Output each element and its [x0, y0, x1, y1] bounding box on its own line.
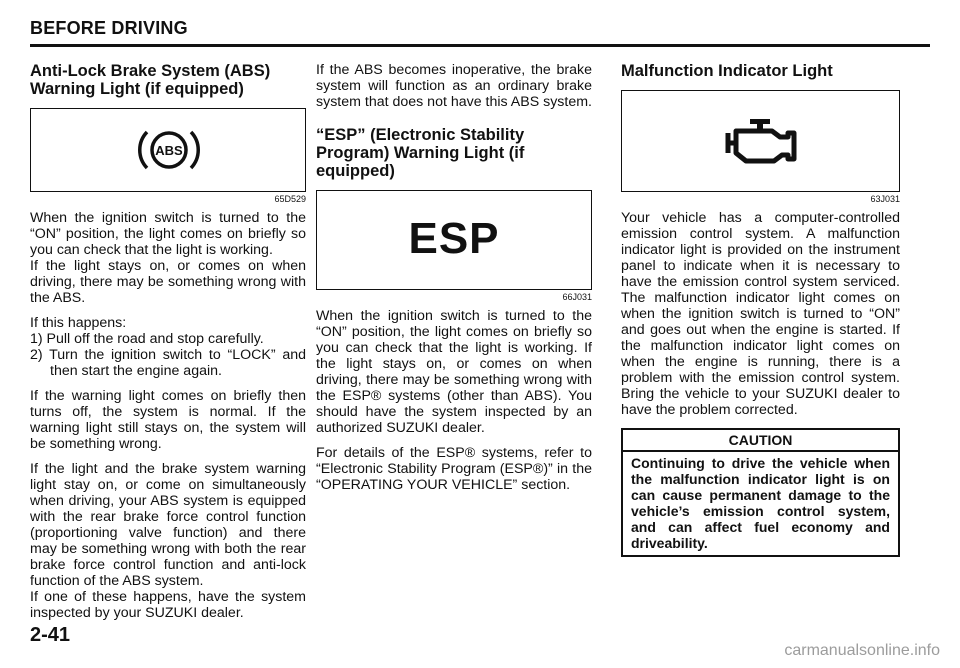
header-rule: [30, 44, 930, 47]
abs-para-5: If the light and the brake system warning light stay on, or come on simultaneously when driving, your ABS system is equipped with the rear brake force control function (proportioning valve function) and there may be something wrong with both the rear brake force control function and anti-lock function of the ABS system.: [30, 461, 306, 589]
mil-heading: Malfunction Indicator Light: [621, 62, 833, 80]
caution-title: CAUTION: [623, 430, 898, 452]
esp-para-1: When the ignition switch is turned to the “ON” position, the light comes on briefly so you can check that the light is working. If the light stays on, or comes on when driving, there may be something wrong with the ESP® systems (other than ABS). You should have the system inspected by an authorized SUZUKI dealer.: [316, 308, 592, 436]
abs-figure: [30, 108, 306, 192]
abs-warning-icon: [129, 118, 209, 182]
caution-body: Continuing to drive the vehicle when the malfunction indicator light is on can cause permanent damage to the vehicle’s emission control system, and can affect fuel economy and driveability.: [631, 455, 890, 551]
page-number: 2-41: [30, 624, 71, 646]
abs-steps-list: [30, 331, 306, 379]
abs-heading: Anti-Lock Brake System (ABS) Warning Light (if equipped): [30, 62, 271, 98]
esp-heading: “ESP” (Electronic Stability Program) Warning Light (if equipped): [316, 126, 525, 180]
esp-para-2: For details of the ESP® systems, refer to “Electronic Stability Program (ESP®)” in the “OPERATING YOUR VEHICLE” section.: [316, 445, 592, 493]
abs-step-1: 1) Pull off the road and stop carefully.: [30, 331, 264, 347]
esp-figure-caption: 66J031: [562, 292, 592, 302]
abs-figure-caption: 65D529: [274, 194, 306, 204]
esp-text-icon: ESP: [408, 214, 500, 263]
column-abs: [30, 62, 306, 621]
abs-para-3: If this happens:: [30, 315, 127, 331]
esp-figure: [316, 190, 592, 290]
column-mil: [621, 62, 900, 557]
abs-para-4: If the warning light comes on briefly then turns off, the system is normal. If the warning light still stays on, the system will be something wrong.: [30, 388, 306, 452]
abs-para-1: When the ignition switch is turned to the “ON” position, the light comes on briefly so you can check that the light is working.: [30, 210, 306, 258]
watermark: carmanualsonline.info: [784, 642, 940, 659]
abs-para-6: If one of these happens, have the system inspected by your SUZUKI dealer.: [30, 589, 306, 621]
section-header: BEFORE DRIVING: [30, 18, 188, 38]
engine-check-icon: [722, 113, 802, 169]
mil-figure: [621, 90, 900, 192]
esp-intro: If the ABS becomes inoperative, the brake system will function as an ordinary brake system that does not have this ABS system.: [316, 62, 592, 110]
abs-para-2: If the light stays on, or comes on when driving, there may be something wrong with the ABS.: [30, 258, 306, 306]
abs-step-2: 2) Turn the ignition switch to “LOCK” and then start the engine again.: [30, 347, 306, 379]
abs-icon-text: ABS: [155, 143, 183, 158]
mil-para-1: Your vehicle has a computer-controlled emission control system. A malfunction indicator light is provided on the instrument panel to indicate when it is necessary to have the emission control system serviced. The malfunction indicator light comes on when the ignition switch is turned to “ON” and goes out when the engine is started. If the malfunction indicator light comes on when the engine is running, there is a problem with the emission control system. Bring the vehicle to your SUZUKI dealer to have the problem corrected.: [621, 210, 900, 418]
column-esp: [316, 62, 592, 493]
caution-box: [621, 428, 900, 557]
mil-figure-caption: 63J031: [870, 194, 900, 204]
